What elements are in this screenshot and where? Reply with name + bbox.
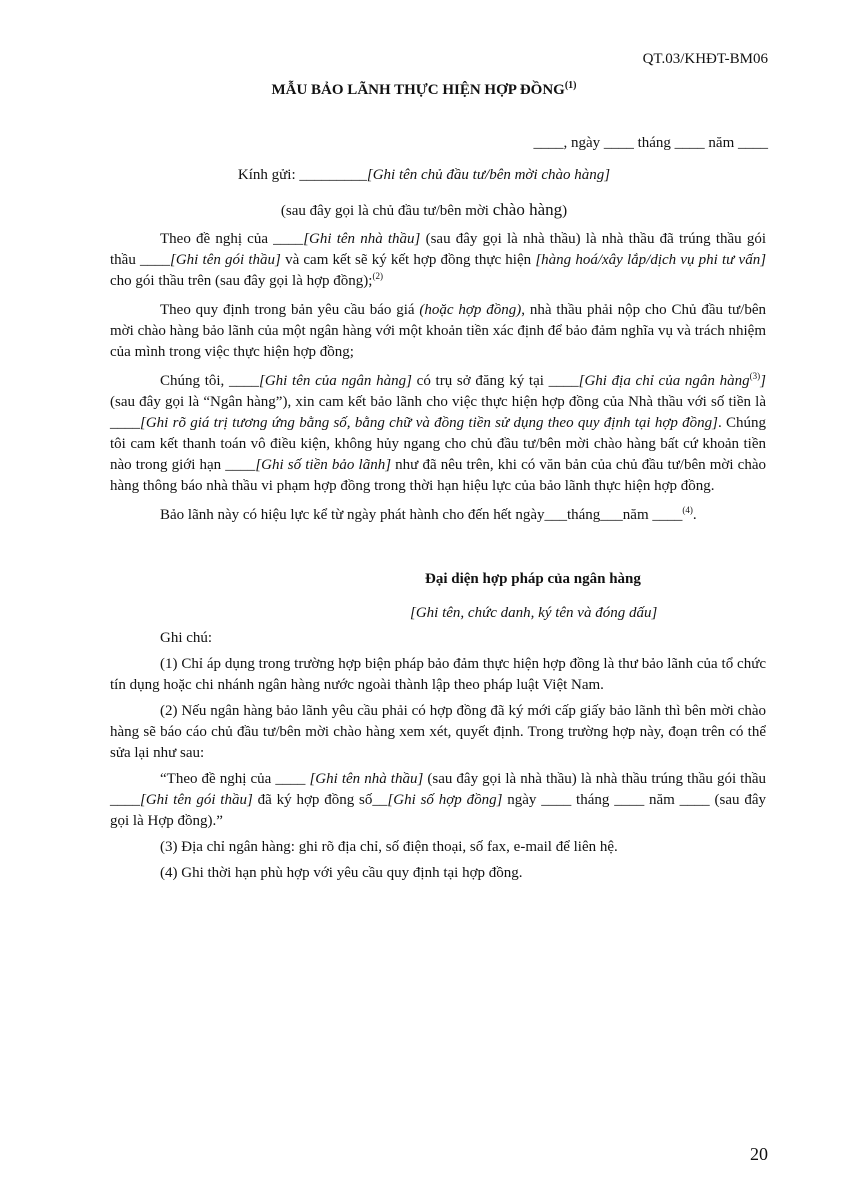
p3-text-1: Chúng tôi, ____ [160, 373, 259, 389]
p2-italic-1: (hoặc hợp đồng) [419, 302, 522, 318]
note-2-quote [110, 769, 766, 832]
p1-placeholder-3: [hàng hoá/xây lắp/dịch vụ phi tư vấn] [535, 252, 767, 268]
document-body [110, 229, 766, 534]
greeting-prefix: Kính gửi: _________ [237, 167, 367, 183]
p1-placeholder-1: [Ghi tên nhà thầu] [303, 231, 421, 247]
p3-text-4: . Chúng tôi cam kết thanh toán vô điều kiện, không hủy ngang cho chủ đầu tư/bên mời chào hàng bất cứ khoản tiền nào trong giới hạn ____ [110, 415, 766, 473]
addressee-note [0, 200, 848, 220]
quote-placeholder-1: [Ghi tên nhà thầu] [309, 771, 424, 787]
note-4: (4) Ghi thời hạn phù hợp với yêu cầu quy định tại hợp đồng. [160, 865, 523, 881]
signature-instruction: [Ghi tên, chức danh, ký tên và đóng dấu] [410, 605, 658, 621]
notes-heading: Ghi chú: [160, 630, 213, 646]
p2-text-1: Theo quy định trong bản yêu cầu báo giá [160, 302, 420, 318]
p1-text-1: Theo đề nghị của ____ [160, 231, 304, 247]
title-text: MẪU BẢO LÃNH THỰC HIỆN HỢP ĐỒNG [271, 82, 565, 98]
paragraph-3 [110, 371, 766, 497]
p4-text-1: Bảo lãnh này có hiệu lực kể từ ngày phát hành cho đến hết ngày___tháng___năm ____ [160, 507, 683, 523]
page-number: 20 [750, 1144, 768, 1164]
notes-section [110, 628, 766, 889]
aside-highlight: chào hàng [492, 200, 563, 219]
p4-footnote-ref: (4) [682, 505, 693, 515]
note-1: (1) Chỉ áp dụng trong trường hợp biện pháp bảo đảm thực hiện hợp đồng là thư bảo lãnh của tổ chức tín dụng hoặc chi nhánh ngân hàng nước ngoài thành lập theo pháp luật Việt Nam. [110, 656, 766, 693]
p2-text-2: , nhà thầu phải nộp cho Chủ đầu tư/bên mời chào hàng bảo lãnh của một ngân hàng với một khoản tiền xác định để bảo đảm nghĩa vụ và trách nhiệm của mình trong việc thực hiện hợp đồng; [110, 302, 766, 360]
paragraph-4 [110, 505, 766, 526]
form-code: QT.03/KHĐT-BM06 [642, 51, 768, 67]
p1-placeholder-2: [Ghi tên gói thầu] [170, 252, 281, 268]
paragraph-1 [110, 229, 766, 292]
p1-footnote-ref: (2) [372, 271, 383, 281]
note-3: (3) Địa chỉ ngân hàng: ghi rõ địa chỉ, số điện thoại, số fax, e-mail để liên hệ. [160, 839, 618, 855]
quote-text-4: ngày ____ tháng ____ năm ____ (sau đây gọi là Hợp đồng).” [110, 792, 766, 829]
quote-placeholder-3: [Ghi số hợp đồng] [387, 792, 503, 808]
greeting-placeholder: [Ghi tên chủ đầu tư/bên mời chào hàng] [366, 167, 611, 183]
quote-text-2: (sau đây gọi là nhà thầu) là nhà thầu trúng thầu gói thầu ____ [110, 771, 766, 808]
p3-placeholder-2: [Ghi địa chỉ của ngân hàng [578, 373, 750, 389]
p3-placeholder-1: [Ghi tên của ngân hàng] [259, 373, 412, 389]
p3-footnote-ref: (3) [749, 371, 761, 381]
p1-text-4: cho gói thầu trên (sau đây gọi là hợp đồng); [110, 273, 373, 289]
note-2: (2) Nếu ngân hàng bảo lãnh yêu cầu phải có hợp đồng đã ký mới cấp giấy bảo lãnh thì bên mời chào hàng sẽ báo cáo chủ đầu tư/bên mời chào hàng xem xét, quyết định. Trong trường hợp này, đoạn trên có thể sửa lại như sau: [110, 703, 766, 761]
p1-text-3: và cam kết sẽ ký kết hợp đồng thực hiện [280, 252, 536, 268]
document-title [0, 80, 848, 99]
paragraph-2 [110, 300, 766, 363]
date-line: ____, ngày ____ tháng ____ năm ____ [533, 135, 768, 151]
p3-text-5: như đã nêu trên, khi có văn bản của chủ đầu tư/bên mời chào hàng thông báo nhà thầu vi phạm hợp đồng trong thời hạn hiệu lực của bảo lãnh thực hiện hợp đồng. [110, 457, 766, 494]
quote-text-3: đã ký hợp đồng số__ [252, 792, 388, 808]
aside-end: ) [562, 203, 568, 219]
p4-text-2: . [692, 507, 697, 523]
p1-text-2: (sau đây gọi là nhà thầu) là nhà thầu đã trúng thầu gói thầu ____ [110, 231, 766, 268]
signature-title: Đại diện hợp pháp của ngân hàng [425, 571, 641, 587]
title-footnote-ref: (1) [564, 80, 577, 91]
p3-placeholder-3: [Ghi rõ giá trị tương ứng bằng số, bằng chữ và đồng tiền sử dụng theo quy định tại hợp đồng] [140, 415, 718, 431]
quote-placeholder-2: [Ghi tên gói thầu] [140, 792, 253, 808]
p3-text-3: (sau đây gọi là “Ngân hàng”), xin cam kết bảo lãnh cho việc thực hiện hợp đồng của Nhà thầu với số tiền là ____ [110, 394, 766, 431]
p3-placeholder-close: ] [760, 373, 766, 389]
aside-start: (sau đây gọi là chủ đầu tư/bên mời [280, 203, 493, 219]
quote-text-1: “Theo đề nghị của ____ [160, 771, 310, 787]
greeting-line [0, 167, 848, 184]
p3-placeholder-4: [Ghi số tiền bảo lãnh] [255, 457, 392, 473]
p3-text-2: có trụ sở đăng ký tại ____ [411, 373, 579, 389]
